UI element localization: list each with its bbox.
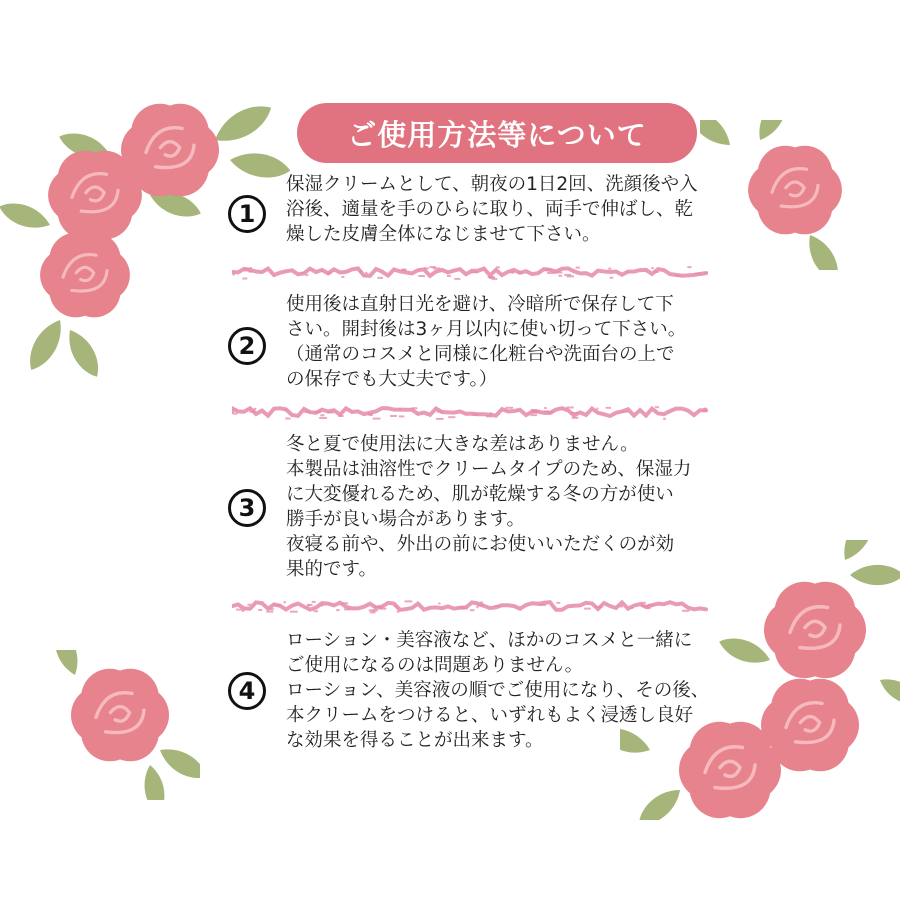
step-line: ローション・美容液など、ほかのコスメと一緒に [286,630,693,651]
leaf-icon [61,325,106,382]
step-line: な効果を得ることが出来ます。 [286,730,544,751]
leaf-icon [801,230,846,270]
step-line: 果的です。 [286,559,378,580]
leaf-icon [700,120,737,153]
title-banner [297,103,697,163]
leaf-icon [752,120,794,145]
step-number-circle: 1 [228,195,266,233]
step-text [286,172,716,247]
rose-icon [48,151,142,240]
step-line: に大変優れるため、肌が乾燥する冬の方が使い [286,484,674,505]
leaf-icon [209,100,277,151]
page-title: ご使用方法等について [347,117,647,152]
step-line: 勝手が良い場合があります。 [286,509,526,530]
leaf-icon [836,540,881,565]
divider-brush [232,598,708,614]
step-line: さい。開封後は3ヶ月以内に使い切って下さい。 [286,319,687,340]
divider-brush [232,404,708,420]
leaf-icon [50,650,84,678]
step-line: 冬と夏で使用法に大きな差はありません。 [286,434,639,455]
step-line: 保湿クリームとして、朝夜の1日2回、洗顔後や入 [286,174,698,195]
rose-icon [40,233,130,318]
step-number-circle: 2 [228,327,266,365]
step-text [286,628,716,753]
leaf-icon [228,149,290,182]
rose-icon [764,582,866,678]
step-number-circle: 3 [228,489,266,527]
step-line: 浴後、適量を手のひらに取り、両手で伸ばし、乾 [286,199,694,220]
rose-icon [71,669,169,762]
divider-brush [232,264,708,280]
leaf-icon [632,782,686,820]
rose-decoration-top-right [700,120,870,270]
rose-decoration-bottom-left [50,650,200,800]
leaf-icon [155,741,200,786]
step-line: 本製品は油溶性でクリームタイプのため、保湿力 [286,459,692,480]
step-text [286,432,716,582]
step-line: 使用後は直射日光を避け、冷暗所で保存して下 [286,294,674,315]
step-line: 燥した皮膚全体になじませて下さい。 [286,224,601,245]
step-line: 本クリームをつけると、いずれもよく浸透し良好 [286,705,694,726]
step-line: （通常のコスメと同様に化粧台や洗面台の上で [286,344,675,365]
leaf-icon [850,565,900,585]
step-text [286,292,716,392]
rose-icon [748,146,842,235]
leaf-icon [876,672,900,711]
step-line: 夜寝る前や、外出の前にお使いいただくのが効 [286,534,675,555]
step-line: ご使用になるのは問題ありません。 [286,655,584,676]
step-number-circle: 4 [228,672,266,710]
leaf-icon [0,197,53,235]
step-line: の保存でも大丈夫です。） [286,369,498,390]
step-line: ローション、美容液の順でご使用になり、その後、 [286,680,710,701]
leaf-icon [716,632,774,670]
leaf-icon [22,315,70,376]
leaf-icon [141,763,168,800]
